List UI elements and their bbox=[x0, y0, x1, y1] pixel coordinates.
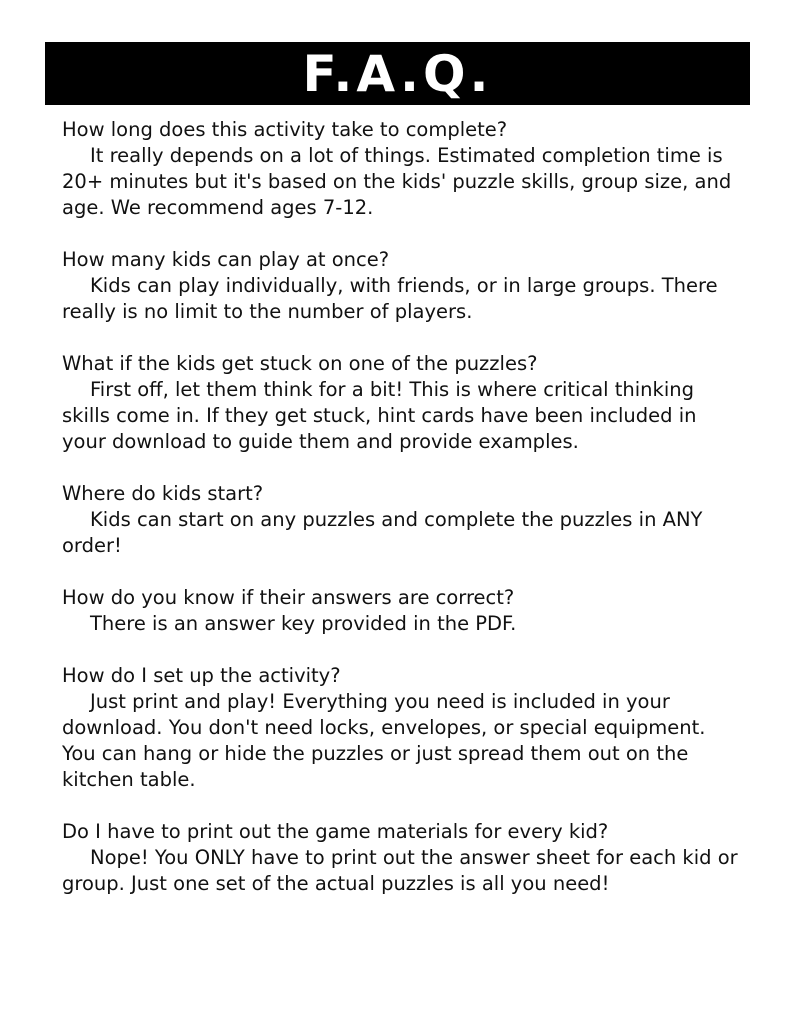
faq-answer: Kids can start on any puzzles and complete the puzzles in ANY order! bbox=[62, 508, 703, 557]
faq-answer: Kids can play individually, with friends, or in large groups. There really is no limit to the number of players. bbox=[62, 274, 718, 323]
faq-question: Do I have to print out the game materials for every kid? bbox=[62, 820, 609, 843]
faq-answer: First off, let them think for a bit! This is where critical thinking skills come in. If they get stuck, hint cards have been included in your download to guide them and provide examples. bbox=[62, 378, 697, 453]
faq-answer: Just print and play! Everything you need is included in your download. You don't need locks, envelopes, or special equipment. You can hang or hide the puzzles or just spread them out on the kitchen table. bbox=[62, 690, 706, 791]
page-title: F.A.Q. bbox=[302, 44, 493, 103]
faq-question: What if the kids get stuck on one of the puzzles? bbox=[62, 352, 538, 375]
faq-item bbox=[62, 585, 742, 637]
faq-item bbox=[62, 351, 742, 455]
faq-answer: Nope! You ONLY have to print out the answer sheet for each kid or group. Just one set of the actual puzzles is all you need! bbox=[62, 846, 738, 895]
title-banner bbox=[45, 42, 750, 105]
faq-question: How do you know if their answers are correct? bbox=[62, 586, 515, 609]
faq-question: How long does this activity take to complete? bbox=[62, 118, 508, 141]
faq-list bbox=[62, 117, 742, 923]
faq-item bbox=[62, 663, 742, 793]
faq-question: Where do kids start? bbox=[62, 482, 264, 505]
faq-question: How do I set up the activity? bbox=[62, 664, 341, 687]
faq-item bbox=[62, 819, 742, 897]
faq-item bbox=[62, 117, 742, 221]
faq-question: How many kids can play at once? bbox=[62, 248, 390, 271]
faq-answer: It really depends on a lot of things. Estimated completion time is 20+ minutes but it's based on the kids' puzzle skills, group size, and age. We recommend ages 7-12. bbox=[62, 144, 732, 219]
faq-item bbox=[62, 481, 742, 559]
faq-answer: There is an answer key provided in the PDF. bbox=[90, 612, 517, 635]
faq-item bbox=[62, 247, 742, 325]
